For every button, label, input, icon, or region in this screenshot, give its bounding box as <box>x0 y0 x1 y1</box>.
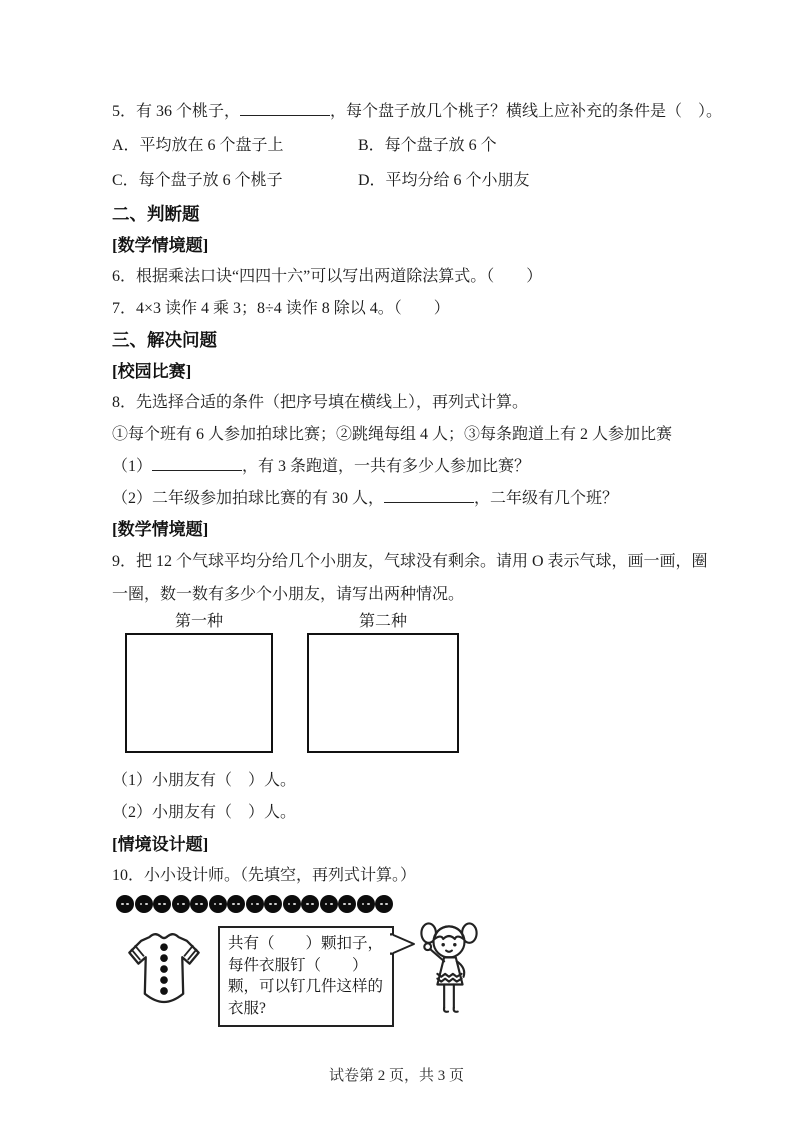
option-c: C．每个盘子放 6 个桃子 <box>112 172 283 189</box>
question-5-prefix: 5．有 36 个桃子， <box>112 103 241 120</box>
question-5-options-row-2 <box>112 163 718 198</box>
button-icon <box>301 895 319 913</box>
answer-box-1 <box>125 633 273 753</box>
button-icon <box>283 895 301 913</box>
button-icon <box>320 895 338 913</box>
answer-box-column-2 <box>307 611 459 753</box>
section-heading-judge: 二、判断题 <box>112 204 200 224</box>
question-5-blank <box>240 101 330 116</box>
girl-icon <box>418 916 480 1027</box>
question-9-part-2: （2）小朋友有（ ）人。 <box>112 804 297 821</box>
tag-math-context-1: [数学情境题] <box>112 236 209 255</box>
button-icon <box>153 895 171 913</box>
question-10-illustration <box>112 916 718 1027</box>
page-footer: 试卷第 2 页，共 3 页 <box>328 1068 464 1084</box>
tag-campus-competition: [校园比赛] <box>112 362 192 381</box>
question-8-part-2 <box>112 483 718 514</box>
exam-page-content <box>112 96 723 1027</box>
question-8-part-1-blank <box>152 456 242 471</box>
question-8-conditions: ①每个班有 6 人参加拍球比赛；②跳绳每组 4 人；③每条跑道上有 2 人参加比赛 <box>112 426 673 443</box>
question-8-part-2-suffix: ，二年级有几个班？ <box>474 490 619 507</box>
question-8-part-1 <box>112 451 718 483</box>
button-icon <box>357 895 375 913</box>
question-8-part-2-blank <box>384 488 474 503</box>
question-5 <box>112 96 723 128</box>
question-9: 9．把 12 个气球平均分给几个小朋友，气球没有剩余。请用 O 表示气球，画一画，圈一圈，数一数有多少个小朋友，请写出两种情况。 <box>112 553 708 603</box>
button-icon <box>172 895 190 913</box>
answer-box-1-label: 第一种 <box>174 613 223 630</box>
question-9-boxes <box>125 611 718 753</box>
tag-context-design: [情境设计题] <box>112 835 209 854</box>
section-heading-solve: 三、解决问题 <box>112 330 217 350</box>
answer-box-2 <box>307 633 459 753</box>
speech-bubble <box>218 926 394 1027</box>
question-8: 8．先选择合适的条件（把序号填在横线上），再列式计算。 <box>112 394 529 411</box>
question-9-part-1: （1）小朋友有（ ）人。 <box>112 772 297 789</box>
question-8-part-1-suffix: ，有 3 条跑道，一共有多少人参加比赛？ <box>242 458 531 475</box>
shirt-icon <box>118 928 210 1017</box>
button-icon <box>375 895 393 913</box>
button-icon <box>264 895 282 913</box>
question-8-part-1-prefix: （1） <box>112 458 153 475</box>
button-icon <box>135 895 153 913</box>
option-b: B．每个盘子放 6 个 <box>358 137 497 154</box>
question-8-part-2-prefix: （2）二年级参加拍球比赛的有 30 人， <box>112 490 385 507</box>
question-7: 7．4×3 读作 4 乘 3；8÷4 读作 8 除以 4。（ ） <box>112 300 450 317</box>
button-icon <box>246 895 264 913</box>
option-a: A．平均放在 6 个盘子上 <box>112 137 284 154</box>
button-icon <box>338 895 356 913</box>
speech-bubble-text: 共有（ ）颗扣子，每件衣服钉（ ）颗，可以钉几件这样的衣服? <box>228 935 384 1017</box>
button-icon <box>209 895 227 913</box>
option-d: D．平均分给 6 个小朋友 <box>358 172 530 189</box>
question-5-suffix: ，每个盘子放几个桃子？横线上应补充的条件是（ ）。 <box>330 103 723 120</box>
button-icon <box>190 895 208 913</box>
question-6: 6．根据乘法口诀“四四十六”可以写出两道除法算式。（ ） <box>112 268 543 285</box>
tag-math-context-2: [数学情境题] <box>112 520 209 539</box>
answer-box-column-1 <box>125 611 273 753</box>
answer-box-2-label: 第二种 <box>358 613 407 630</box>
spacer <box>112 753 718 765</box>
button-icon <box>116 895 134 913</box>
button-row <box>116 892 718 916</box>
question-5-options-row-1 <box>112 128 718 163</box>
question-10: 10．小小设计师。（先填空，再列式计算。） <box>112 867 417 884</box>
speech-bubble-tail <box>390 932 416 956</box>
button-icon <box>227 895 245 913</box>
